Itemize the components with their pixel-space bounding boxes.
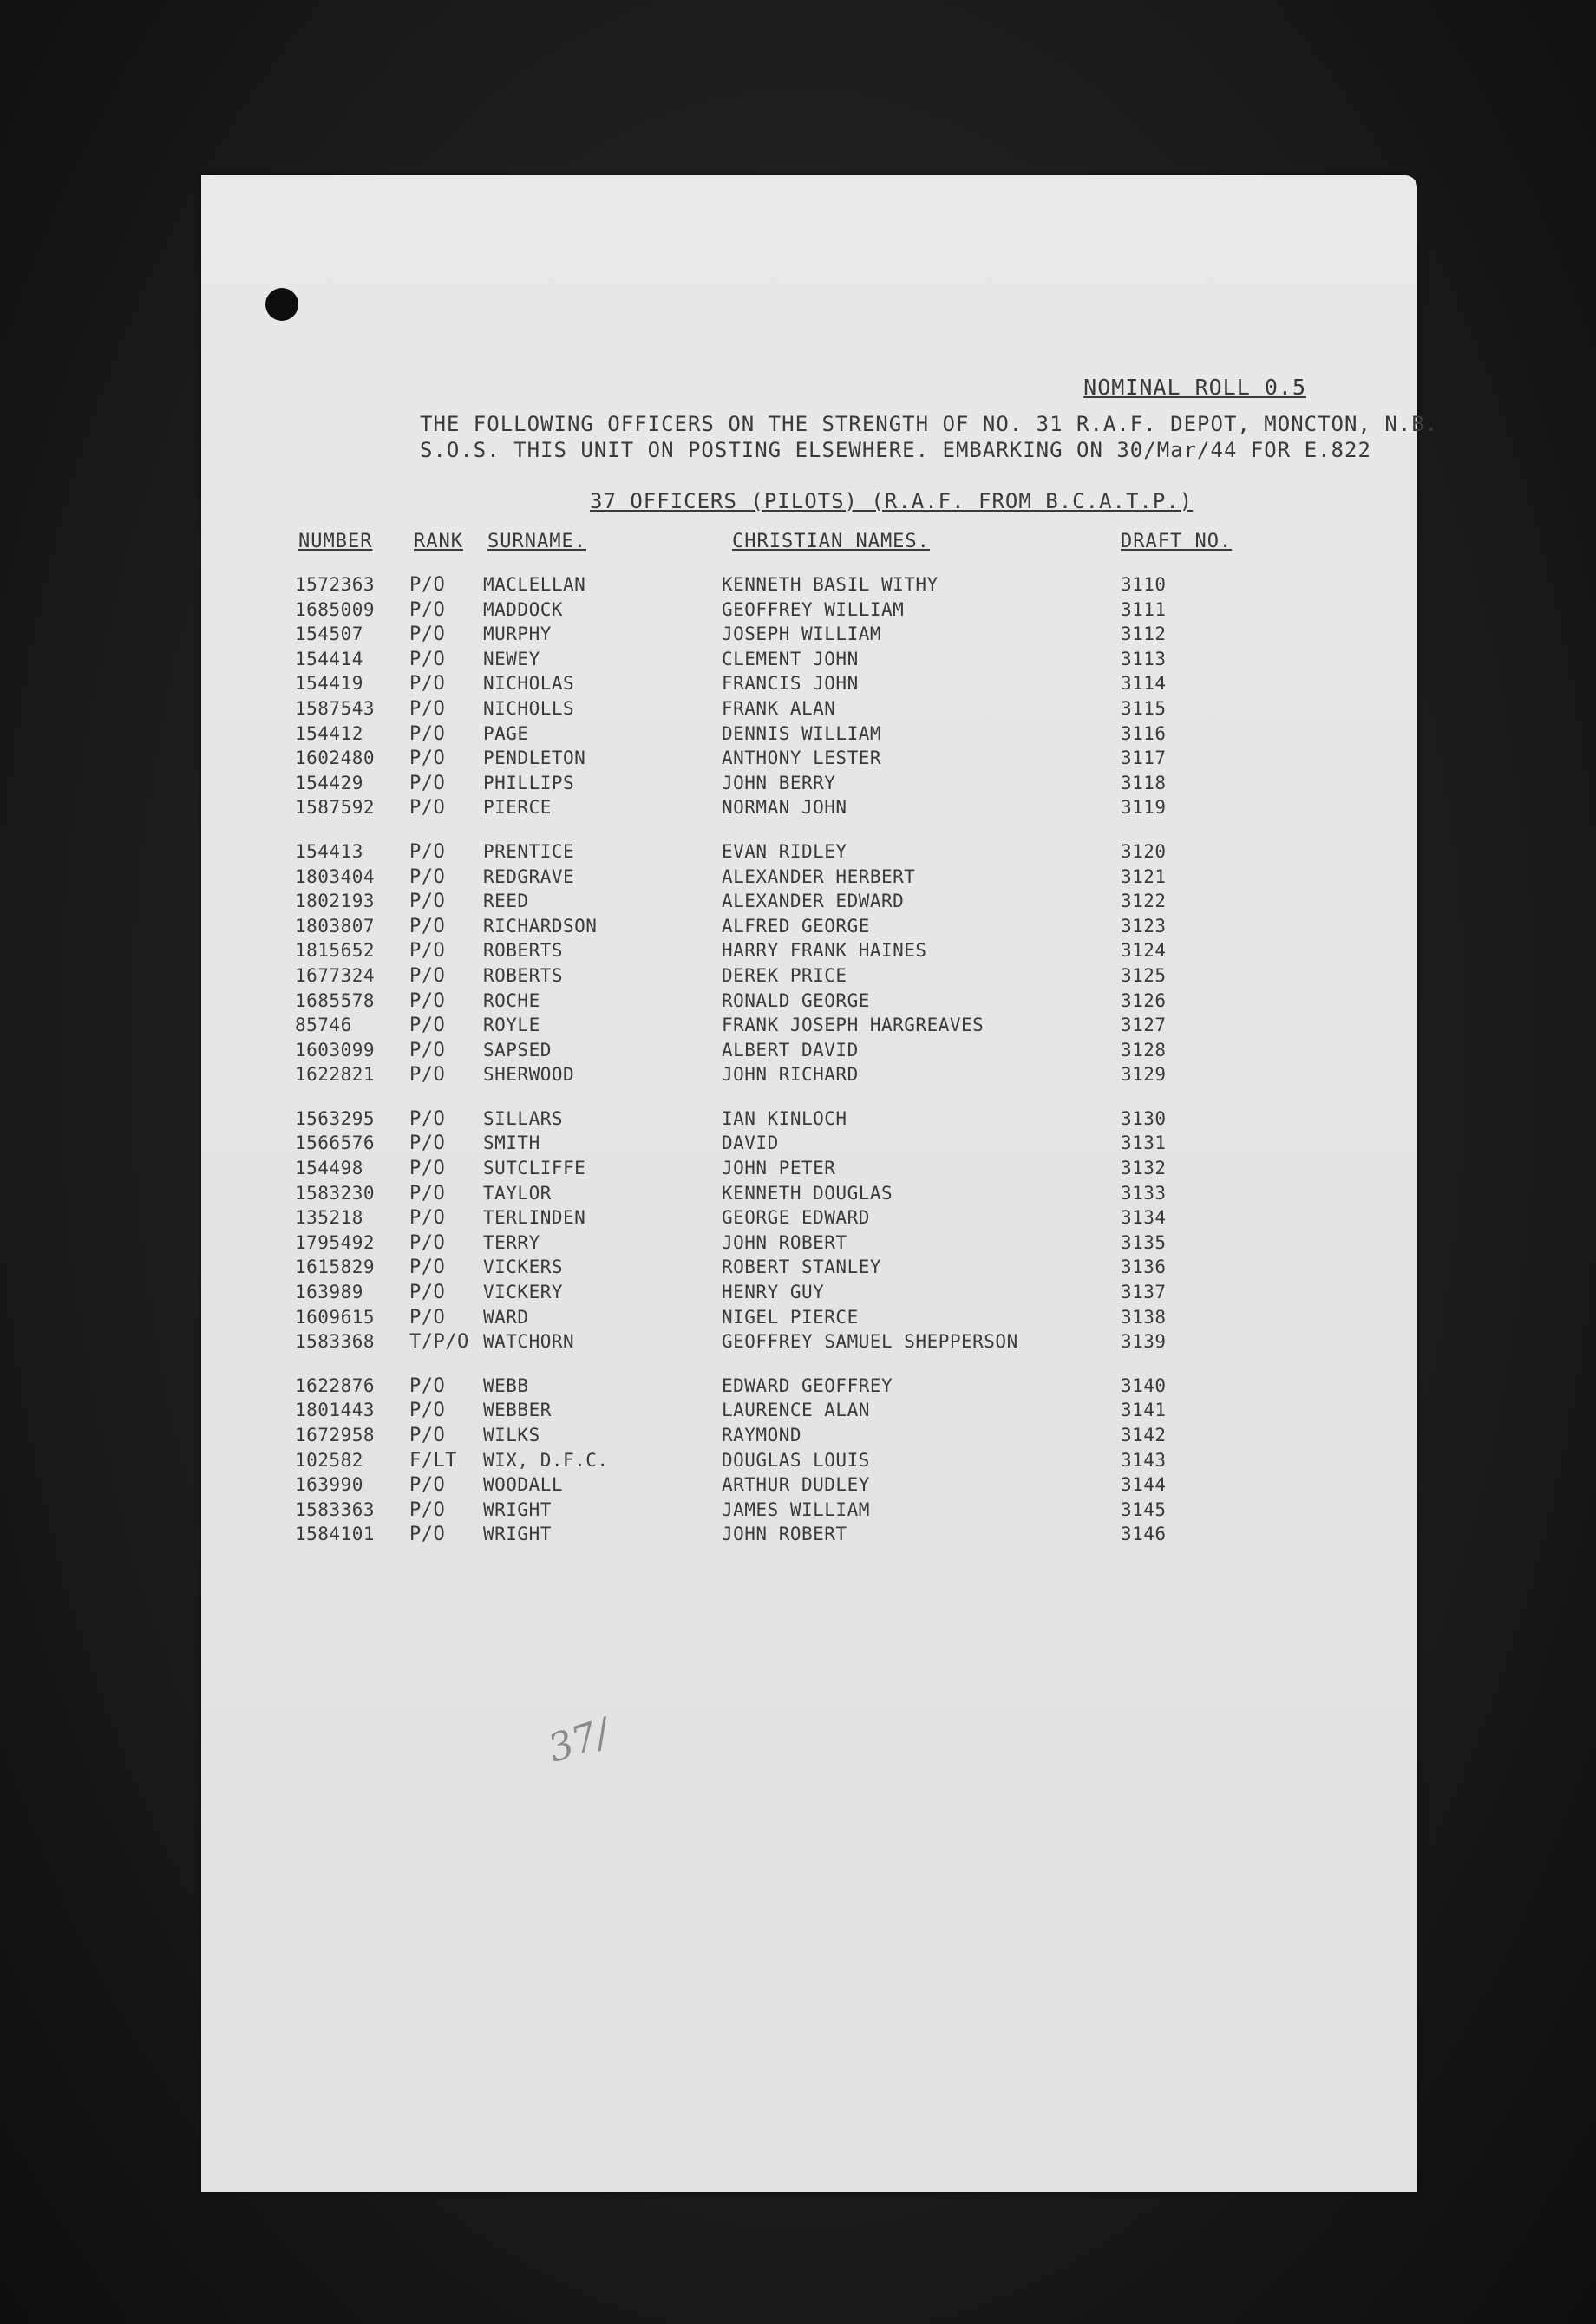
officer-surname: SHERWOOD [483,1064,575,1086]
officer-surname: NICHOLLS [483,697,575,719]
officer-draft-no: 3111 [1121,598,1167,620]
officer-surname: WRIGHT [483,1524,552,1545]
table-row [201,866,1417,891]
officer-draft-no: 3144 [1121,1474,1167,1496]
officer-christian-names: HARRY FRANK HAINES [722,940,927,962]
officer-draft-no: 3128 [1121,1039,1167,1061]
officer-draft-no: 3114 [1121,673,1167,695]
table-row [201,1207,1417,1232]
officer-draft-no: 3115 [1121,697,1167,719]
officer-number: 1685009 [295,598,376,620]
officer-christian-names: LAURENCE ALAN [722,1400,870,1421]
officer-rank: P/O [409,1474,446,1497]
officer-surname: NEWEY [483,648,540,669]
officer-draft-no: 3116 [1121,722,1167,744]
table-row [201,1499,1417,1524]
officer-surname: ROBERTS [483,940,564,962]
table-row [201,1040,1417,1065]
officer-draft-no: 3132 [1121,1158,1167,1179]
officer-christian-names: GEOFFREY SAMUEL SHEPPERSON [722,1331,1018,1353]
officer-rank: P/O [409,747,446,770]
officer-surname: REDGRAVE [483,865,575,887]
officer-rank: P/O [409,891,446,913]
table-row [201,1400,1417,1425]
officer-surname: PENDLETON [483,747,586,769]
officer-draft-no: 3121 [1121,865,1167,887]
officer-rank: P/O [409,915,446,937]
officer-draft-no: 3123 [1121,915,1167,937]
officer-rank: P/O [409,1498,446,1521]
officer-rank: P/O [409,1158,446,1180]
officer-surname: WATCHORN [483,1331,575,1353]
officer-christian-names: KENNETH BASIL WITHY [722,574,939,595]
header-surname: SURNAME. [487,531,586,552]
officer-rank: P/O [409,1015,446,1037]
officer-christian-names: ALEXANDER HERBERT [722,865,916,887]
officer-draft-no: 3138 [1121,1306,1167,1328]
officer-surname: REED [483,891,529,912]
officer-draft-no: 3118 [1121,772,1167,793]
officer-draft-no: 3117 [1121,747,1167,769]
officer-rank: P/O [409,1107,446,1130]
table-row [201,1425,1417,1450]
officer-draft-no: 3139 [1121,1331,1167,1353]
table-row [201,574,1417,599]
officer-number: 1685578 [295,989,376,1011]
officer-draft-no: 3129 [1121,1064,1167,1086]
officer-number: 1572363 [295,574,376,595]
officer-number: 1566576 [295,1133,376,1154]
table-row [201,698,1417,723]
officer-rank: P/O [409,840,446,863]
officer-number: 154507 [295,623,363,645]
officer-rank: P/O [409,1306,446,1328]
officer-rank: P/O [409,772,446,794]
officer-draft-no: 3127 [1121,1015,1167,1036]
officer-rank: P/O [409,1231,446,1254]
document-page [201,175,1439,2192]
officer-number: 1815652 [295,940,376,962]
officer-christian-names: JOHN ROBERT [722,1231,847,1253]
officer-roll-list [201,574,1417,1549]
officer-draft-no: 3110 [1121,574,1167,595]
table-row [201,1282,1417,1307]
table-row [201,1064,1417,1089]
officer-christian-names: KENNETH DOUGLAS [722,1182,893,1204]
table-row [201,1232,1417,1257]
officer-rank: P/O [409,574,446,596]
table-row [201,1108,1417,1133]
officer-draft-no: 3130 [1121,1107,1167,1129]
officer-number: 85746 [295,1015,352,1036]
header-draft-no: DRAFT NO. [1121,531,1233,552]
table-row [201,773,1417,798]
table-row [201,1307,1417,1332]
officer-surname: WRIGHT [483,1498,552,1520]
officer-surname: TERLINDEN [483,1207,586,1229]
intro-line-1: THE FOLLOWING OFFICERS ON THE STRENGTH OF NO. 31 R.A.F. DEPOT, MONCTON, N.B. [420,412,1439,436]
handwritten-annotation: 37/ [542,1710,615,1772]
officer-christian-names: JOSEPH WILLIAM [722,623,882,645]
table-row [201,1015,1417,1040]
officer-number: 154413 [295,840,363,862]
table-row [201,797,1417,822]
officer-draft-no: 3125 [1121,964,1167,986]
officer-number: 1615829 [295,1257,376,1278]
roll-subtitle: 37 OFFICERS (PILOTS) (R.A.F. FROM B.C.A.T.P.) [590,489,1194,513]
officer-christian-names: JOHN PETER [722,1158,836,1179]
officer-number: 1584101 [295,1524,376,1545]
officer-draft-no: 3113 [1121,648,1167,669]
officer-number: 154414 [295,648,363,669]
officer-number: 1801443 [295,1400,376,1421]
officer-draft-no: 3140 [1121,1374,1167,1396]
table-row [201,990,1417,1015]
officer-surname: MURPHY [483,623,552,645]
officer-draft-no: 3126 [1121,989,1167,1011]
officer-surname: SILLARS [483,1107,564,1129]
officer-rank: P/O [409,1039,446,1061]
officer-draft-no: 3141 [1121,1400,1167,1421]
officer-rank: P/O [409,1282,446,1304]
officer-christian-names: ARTHUR DUDLEY [722,1474,870,1496]
table-row [201,891,1417,916]
officer-rank: F/LT [409,1449,457,1472]
column-headers [201,531,1417,565]
officer-surname: PAGE [483,722,529,744]
header-rank: RANK [414,531,463,552]
table-row [201,841,1417,866]
officer-draft-no: 3142 [1121,1425,1167,1446]
officer-christian-names: GEORGE EDWARD [722,1207,870,1229]
officer-christian-names: EDWARD GEOFFREY [722,1374,893,1396]
officer-rank: P/O [409,1374,446,1397]
officer-christian-names: DOUGLAS LOUIS [722,1449,870,1471]
table-row [201,747,1417,773]
officer-surname: TAYLOR [483,1182,552,1204]
officer-draft-no: 3124 [1121,940,1167,962]
officer-surname: PRENTICE [483,840,575,862]
officer-surname: VICKERY [483,1282,564,1303]
table-row [201,940,1417,965]
officer-number: 102582 [295,1449,363,1471]
table-row [201,1158,1417,1183]
officer-rank: P/O [409,722,446,745]
officer-number: 154498 [295,1158,363,1179]
officer-number: 1583230 [295,1182,376,1204]
officer-surname: MACLELLAN [483,574,586,595]
officer-christian-names: FRANCIS JOHN [722,673,859,695]
table-row [201,723,1417,748]
officer-draft-no: 3146 [1121,1524,1167,1545]
officer-number: 1622876 [295,1374,376,1396]
officer-rank: P/O [409,697,446,720]
table-row [201,673,1417,698]
officer-christian-names: HENRY GUY [722,1282,825,1303]
officer-christian-names: FRANK JOSEPH HARGREAVES [722,1015,984,1036]
table-row [201,1257,1417,1282]
officer-christian-names: CLEMENT JOHN [722,648,859,669]
officer-draft-no: 3137 [1121,1282,1167,1303]
punch-hole-mark [265,288,298,321]
officer-rank: P/O [409,797,446,819]
officer-number: 1583363 [295,1498,376,1520]
officer-rank: P/O [409,1400,446,1422]
officer-surname: PIERCE [483,797,552,819]
officer-christian-names: NORMAN JOHN [722,797,847,819]
table-row [201,623,1417,649]
officer-surname: WILKS [483,1425,540,1446]
officer-christian-names: ALEXANDER EDWARD [722,891,905,912]
officer-surname: PHILLIPS [483,772,575,793]
officer-christian-names: ANTHONY LESTER [722,747,882,769]
officer-number: 1587592 [295,797,376,819]
officer-rank: P/O [409,1425,446,1446]
table-row [201,1133,1417,1158]
officer-surname: TERRY [483,1231,540,1253]
officer-rank: P/O [409,648,446,670]
officer-surname: VICKERS [483,1257,564,1278]
officer-rank: P/O [409,1207,446,1230]
officer-number: 1803404 [295,865,376,887]
officer-surname: WIX, D.F.C. [483,1449,609,1471]
officer-christian-names: DEREK PRICE [722,964,847,986]
officer-number: 154419 [295,673,363,695]
officer-surname: WEBB [483,1374,529,1396]
officer-draft-no: 3122 [1121,891,1167,912]
officer-number: 1802193 [295,891,376,912]
officer-rank: P/O [409,964,446,987]
officer-christian-names: JOHN BERRY [722,772,836,793]
officer-christian-names: NIGEL PIERCE [722,1306,859,1328]
officer-rank: P/O [409,1182,446,1204]
officer-surname: WEBBER [483,1400,552,1421]
officer-draft-no: 3145 [1121,1498,1167,1520]
officer-rank: P/O [409,623,446,646]
officer-rank: P/O [409,1133,446,1155]
officer-number: 135218 [295,1207,363,1229]
officer-christian-names: JOHN ROBERT [722,1524,847,1545]
officer-number: 163990 [295,1474,363,1496]
officer-number: 163989 [295,1282,363,1303]
officer-number: 1603099 [295,1039,376,1061]
officer-surname: SMITH [483,1133,540,1154]
table-row [201,1183,1417,1208]
officer-christian-names: RAYMOND [722,1425,802,1446]
table-row [201,649,1417,674]
officer-surname: ROCHE [483,989,540,1011]
officer-number: 1563295 [295,1107,376,1129]
officer-number: 1609615 [295,1306,376,1328]
table-row [201,1331,1417,1356]
officer-surname: SUTCLIFFE [483,1158,586,1179]
table-row [201,1375,1417,1400]
officer-draft-no: 3133 [1121,1182,1167,1204]
officer-rank: P/O [409,1524,446,1546]
officer-christian-names: ALFRED GEORGE [722,915,870,937]
officer-rank: P/O [409,598,446,621]
officer-surname: ROBERTS [483,964,564,986]
officer-rank: T/P/O [409,1331,469,1354]
officer-christian-names: IAN KINLOCH [722,1107,847,1129]
officer-rank: P/O [409,989,446,1012]
header-christian-names: CHRISTIAN NAMES. [732,531,930,552]
table-row [201,1474,1417,1499]
header-number: NUMBER [298,531,373,552]
officer-surname: ROYLE [483,1015,540,1036]
officer-christian-names: JOHN RICHARD [722,1064,859,1086]
officer-draft-no: 3134 [1121,1207,1167,1229]
table-row [201,1524,1417,1549]
officer-christian-names: RONALD GEORGE [722,989,870,1011]
officer-number: 1587543 [295,697,376,719]
officer-draft-no: 3120 [1121,840,1167,862]
table-row [201,1450,1417,1475]
officer-surname: WARD [483,1306,529,1328]
intro-paragraph [420,411,1439,463]
officer-christian-names: DAVID [722,1133,779,1154]
officer-number: 1583368 [295,1331,376,1353]
intro-line-2: S.O.S. THIS UNIT ON POSTING ELSEWHERE. EMBARKING ON 30/Mar/44 FOR E.822 [420,438,1371,462]
officer-draft-no: 3135 [1121,1231,1167,1253]
officer-number: 1602480 [295,747,376,769]
officer-christian-names: ROBERT STANLEY [722,1257,882,1278]
officer-surname: SAPSED [483,1039,552,1061]
officer-number: 154412 [295,722,363,744]
officer-number: 1622821 [295,1064,376,1086]
roll-title: NOMINAL ROLL 0.5 [1083,375,1306,400]
officer-draft-no: 3131 [1121,1133,1167,1154]
table-row [201,965,1417,990]
officer-christian-names: JAMES WILLIAM [722,1498,870,1520]
officer-surname: RICHARDSON [483,915,598,937]
officer-rank: P/O [409,940,446,963]
table-row [201,916,1417,941]
officer-surname: NICHOLAS [483,673,575,695]
officer-christian-names: GEOFFREY WILLIAM [722,598,905,620]
officer-number: 1803807 [295,915,376,937]
officer-number: 1677324 [295,964,376,986]
officer-rank: P/O [409,1064,446,1087]
officer-draft-no: 3143 [1121,1449,1167,1471]
officer-rank: P/O [409,673,446,695]
officer-surname: MADDOCK [483,598,564,620]
officer-number: 154429 [295,772,363,793]
officer-rank: P/O [409,1257,446,1279]
officer-number: 1795492 [295,1231,376,1253]
officer-surname: WOODALL [483,1474,564,1496]
officer-christian-names: ALBERT DAVID [722,1039,859,1061]
officer-draft-no: 3119 [1121,797,1167,819]
officer-christian-names: FRANK ALAN [722,697,836,719]
table-row [201,599,1417,624]
officer-christian-names: DENNIS WILLIAM [722,722,882,744]
officer-christian-names: EVAN RIDLEY [722,840,847,862]
officer-draft-no: 3112 [1121,623,1167,645]
officer-number: 1672958 [295,1425,376,1446]
officer-draft-no: 3136 [1121,1257,1167,1278]
officer-rank: P/O [409,865,446,888]
